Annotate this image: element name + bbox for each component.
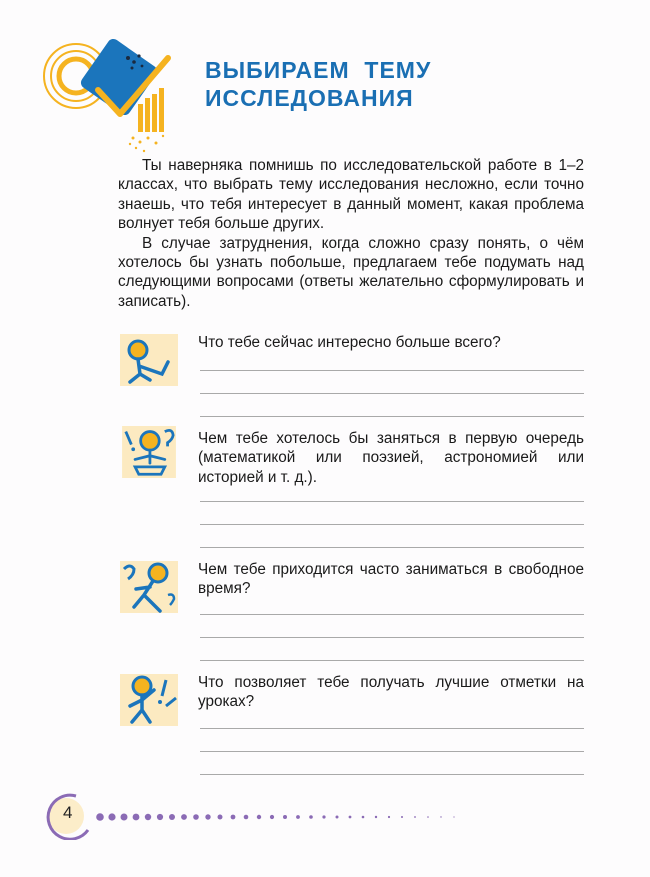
answer-line[interactable] (200, 660, 584, 661)
answer-line[interactable] (200, 370, 584, 371)
answer-line[interactable] (200, 393, 584, 394)
research-logo-icon (38, 38, 188, 158)
page-number: 4 (63, 803, 73, 822)
figure-running-icon (120, 561, 178, 613)
question-3: Чем тебе приходится часто заниматься в свободное время? (198, 561, 584, 598)
title-line-2: ИССЛЕДОВАНИЯ (205, 85, 414, 111)
answer-line[interactable] (200, 774, 584, 775)
figure-pointing-icon (120, 334, 178, 386)
question-2: Чем тебе хотелось бы заняться в первую очередь (математикой или поэзией, астрономией или историей и т. д.). (198, 430, 584, 486)
answer-line[interactable] (200, 614, 584, 615)
answer-line[interactable] (200, 637, 584, 638)
intro-paragraph-2: В случае затруднения, когда сложно сразу понять, о чём хотелось бы узнать побольше, предлагаем тебе подумать над следующими вопросами (ответы желательно сформулировать и записать). (118, 234, 584, 310)
answer-line[interactable] (200, 728, 584, 729)
answer-line[interactable] (200, 547, 584, 548)
figure-thinking-icon (120, 426, 178, 478)
figure-exclaiming-icon (120, 674, 178, 726)
answer-line[interactable] (200, 524, 584, 525)
intro-paragraph-1: Ты наверняка помнишь по исследовательской работе в 1–2 классах, что выбрать тему исследования несложно, если точно знаешь, что тебя интересует в данный момент, какая проблема волнует тебя больше других. (118, 157, 584, 233)
intro-text (118, 156, 584, 311)
answer-line[interactable] (200, 751, 584, 752)
page-footer-decoration (40, 790, 460, 840)
page-title (205, 56, 431, 112)
answer-line[interactable] (200, 501, 584, 502)
title-line-1: ВЫБИРАЕМ ТЕМУ (205, 57, 432, 83)
question-4: Что позволяет тебе получать лучшие отметки на уроках? (198, 674, 584, 711)
answer-line[interactable] (200, 416, 584, 417)
question-1: Что тебе сейчас интересно больше всего? (198, 334, 501, 351)
